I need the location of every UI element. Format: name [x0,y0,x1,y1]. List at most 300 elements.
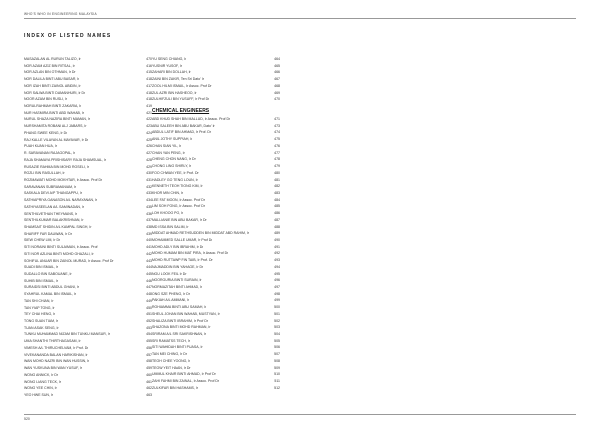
index-entry [152,177,280,184]
entry-name: RAJA SHAMAYA PRISHISARY RAJA SHAMSUAL, Ir [24,157,107,162]
index-entry [152,129,280,136]
entry-page-number: 480 [274,170,280,175]
index-entry [152,344,280,351]
entry-name: ABDUL LATIF BIN AHMAD, Ir Prof. Dr [152,130,212,135]
entry-name: PHANG SWEE KENG, Ir Dr [24,130,68,135]
entry-name: TAN SHI CHIAN, Ir [24,298,54,303]
index-entry [152,56,280,63]
index-entry [24,372,152,379]
entry-page-number: 441 [146,245,152,250]
entry-page-number: 468 [274,83,280,88]
index-entry [152,351,280,358]
entry-name: CHONG LING SHIRLY, Ir [152,164,192,169]
entry-page-number: 438 [146,224,152,229]
entry-page-number: 476 [274,143,280,148]
entry-page-number: 487 [274,217,280,222]
entry-name: NGU LOOK FEIL Ir Dr [152,271,187,276]
entry-name: NOORGURIA BINTI SURAIN, Ir [152,278,202,283]
right-index-group-top [152,56,280,103]
entry-page-number: 475 [274,137,280,142]
index-entry [152,378,280,385]
entry-name: ABU SALEEH BIN ABU BAKAR, Dato' Ir [152,123,215,128]
index-entry [24,130,152,137]
entry-name: ZAHARI BIN DOLLAH, Ir [152,70,191,75]
index-entry [24,211,152,218]
entry-name: WAN YUSKUNA BIN WAN YUSUF, Ir [24,366,82,371]
index-entry [152,69,280,76]
entry-page-number: 425 [146,137,152,142]
entry-page-number: 478 [274,157,280,162]
entry-page-number: 418 [146,97,152,102]
entry-page-number: 459 [146,366,152,371]
index-entry [24,63,152,70]
entry-name: WONG ANNICK, Ir Dr [24,372,59,377]
entry-page-number: 444 [146,265,152,270]
entry-page-number: 453 [146,325,152,330]
entry-page-number: 427 [146,151,152,156]
entry-page-number: 433 [146,191,152,196]
index-entry [24,96,152,103]
entry-name: PAKIAH A/L AMMANI, Ir [152,298,190,303]
index-entry [24,291,152,298]
entry-page-number: 486 [274,211,280,216]
index-entry [24,284,152,291]
index-entry [152,143,280,150]
entry-name: TEOH CHEE YOONG, Ir [152,358,191,363]
right-index-group-chemical [152,116,280,391]
index-entry [152,385,280,392]
entry-page-number: 470 [274,97,280,102]
entry-name: SENTHILVETHAN THEYMANS, Ir [24,211,78,216]
index-entry [24,83,152,90]
entry-page-number: 415 [146,70,152,75]
index-entry [152,63,280,70]
index-entry [152,304,280,311]
index-entry [24,137,152,144]
entry-name: ROZLI BIN RASULLAH, Ir [24,171,65,176]
entry-name: SHAMSAIT SHIDIN A/L KAMPAL SINGH, Ir [24,224,92,229]
entry-name: SHAZONA BINTI MOHD RAHMAN, Ir [152,325,211,330]
entry-page-number: 505 [274,338,280,343]
entry-name: ONG SZE PHENG, Ir Dr [152,291,190,296]
entry-name: NOR AZAM AZIZ BIN RITSAL, Ir [24,63,75,68]
entry-page-number: 508 [274,358,280,363]
entry-page-number: 467 [274,77,280,82]
entry-name: SRI RAMATSS TECH, Ir [152,338,190,343]
index-entry [24,184,152,191]
entry-name: TUNKU MUHAMMAD NIZAM BIN TUNKU MANSUR, Ir [24,332,110,337]
index-entry [24,110,152,117]
entry-name: SITI WAHIDAH BINTI PUASA, Ir [152,345,203,350]
entry-name: UMMUL KHAIR BINTI AHMAD, Ir Prof Dr [152,372,216,377]
entry-name: TEY CHAI HENG, Ir [24,312,56,317]
entry-page-number: 461 [146,379,152,384]
index-entry [152,224,280,231]
index-entry [24,157,152,164]
index-entry [152,284,280,291]
entry-page-number: 496 [274,278,280,283]
entry-page-number: 491 [274,244,280,249]
entry-page-number: 439 [146,231,152,236]
entry-name: FOO CHWAN YEE, Ir Prof. Dr [152,170,199,175]
index-entry [24,244,152,251]
entry-name: ROHIAMMA BINTI ABU SAMAH, Ir [152,305,207,310]
entry-name: SUHIB BIN ISMAIL, Ir [24,278,59,283]
entry-page-number: 504 [274,332,280,337]
entry-name: TAN YIAP TONG, Ir [24,305,55,310]
index-entry [152,297,280,304]
entry-name: KHOR MIN CHIN, Ir [152,190,184,195]
entry-name: MALLIANIE BIN ABU BAKAR, Ir Dr [152,217,207,222]
index-entry [152,264,280,271]
entry-page-number: 483 [274,190,280,195]
entry-page-number: 462 [146,386,152,391]
index-entry [24,379,152,386]
entry-page-number: 421 [146,110,152,115]
index-entry [24,103,152,110]
index-entry [152,83,280,90]
entry-name: NAJMADDIN BIN YAHAGE, Ir Dr [152,264,204,269]
entry-page-number: 489 [274,231,280,236]
entry-page-number: 473 [274,123,280,128]
entry-name: WONG LIANG TECK, Ir [24,379,62,384]
index-entry [24,305,152,312]
entry-page-number: 503 [274,325,280,330]
entry-page-number: 434 [146,198,152,203]
entry-name: NURUL SHAZA NAZIRA BINTI MAMAN, Ir [24,117,90,122]
index-entry [152,250,280,257]
entry-name: VIMESH A/L THIRUCHELVAM, Ir Prof. Dr [24,345,89,350]
entry-page-number: 479 [274,164,280,169]
entry-name: ZULKIFAR BIN HASHAMS, Ir [152,385,198,390]
entry-page-number: 445 [146,272,152,276]
entry-name: NOR SALWA BINTI DAMANHURI, Ir Dr [24,90,86,95]
entry-page-number: 447 [146,285,152,290]
index-entry [24,385,152,392]
entry-name: NOR IZAH BINTI ZAINOL ABIDIN, Ir [24,83,81,88]
entry-page-number: 443 [146,258,152,263]
index-entry [24,177,152,184]
index-entry [24,116,152,123]
index-entry [152,338,280,345]
entry-name: SATHIAPRIYA GANASON A/L NARAYANAN, Ir [24,198,98,203]
entry-page-number: 451 [146,312,152,317]
index-entry [152,90,280,97]
entry-name: TEOW YEIT HAAN, Ir Dr [152,365,191,370]
entry-name: CHENG CHON NANG, Ir Dr [152,157,196,162]
entry-name: ABD KHUD SHAH BIN MALLUD, Ir Assoc. Prof Dr [152,117,231,122]
entry-name: NOOR AZAM BIN RUSLI, Ir [24,97,68,102]
entry-page-number: 419 [146,104,152,109]
entry-name: MIDDAT AHMAD RETHSUDDEN BIN MIDDAT ABD RAHIM, Ir [152,231,249,236]
index-entry [24,251,152,258]
entry-name: LEE FAT MOON, Ir Assoc. Prof Dr [152,197,205,202]
index-entry [24,123,152,130]
index-entry [24,69,152,76]
page-number: 520 [24,417,30,421]
entry-page-number: 469 [274,90,280,95]
entry-page-number: 449 [146,298,152,303]
entry-name: TONG SUAN TIAM, Ir [24,319,59,324]
entry-page-number: 497 [274,285,280,289]
index-entry [152,358,280,365]
index-entry [24,170,152,177]
index-entry [152,257,280,264]
entry-name: YEO HWE SUN, Ir [24,392,53,397]
entry-page-number: 485 [274,204,280,209]
entry-page-number: 442 [146,251,152,256]
entry-name: UMA SHANTHI THIRTHAGASAM, Ir [24,339,81,344]
entry-name: SUADI BIN ISMAIL, Ir [24,265,59,270]
index-entry [152,210,280,217]
index-entry [24,197,152,204]
entry-name: SARAVANAN SUBRAMANIAM, Ir [24,184,77,189]
entry-page-number: 432 [146,184,152,189]
index-entry [24,271,152,278]
entry-page-number: 446 [146,278,152,283]
entry-page-number: 440 [146,238,152,243]
index-entry [152,116,280,123]
right-index-column [152,56,280,392]
index-entry [24,311,152,318]
entry-name: NORMAZITAH BINTI AHMAD, Ir [152,285,203,289]
entry-page-number: 494 [274,264,280,269]
index-entry [24,56,152,63]
left-index-column [24,56,152,399]
entry-name: ANIL JOTHY SUPPIAH, Ir [152,137,193,142]
index-entry [24,204,152,211]
entry-name: ZAHI FAHMI BIN ZAINAL, Ir Assoc. Prof Dr [152,379,220,384]
entry-name: KENNETH TEOH TIONG KIM, Ir [152,184,203,189]
entry-name: YU SENG CHIANG, Ir [152,57,187,61]
entry-page-number: 511 [274,379,280,384]
entry-page-number: 502 [274,318,280,323]
entry-name: SASKALA DEVI A/P THANGAPPU, Ir [24,191,83,196]
entry-name: SURAIDSI BINTI ABDUL GHANI, Ir [24,285,79,290]
entry-name: NUR HASMIRA BINTI ABD WAHAB, Ir [24,110,84,115]
entry-page-number: 471 [274,117,280,122]
entry-page-number: 509 [274,365,280,370]
entry-page-number: 448 [146,292,152,297]
entry-page-number: 435 [146,204,152,209]
index-entry [24,298,152,305]
entry-page-number: 418 [146,90,152,95]
index-entry [152,183,280,190]
index-entry [24,143,152,150]
entry-page-number: 490 [274,237,280,242]
entry-page-number: 498 [274,291,280,296]
index-entry [24,224,152,231]
index-entry [24,217,152,224]
index-entry [152,150,280,157]
index-entry [24,325,152,332]
index-entry [24,358,152,365]
index-entry [152,318,280,325]
entry-page-number: 450 [146,305,152,310]
entry-page-number: 430 [146,171,152,176]
entry-name: LOH KHOOO PO, Ir [152,211,184,216]
entry-name: SIEW CHEW LIM, Ir Dr [24,238,61,243]
entry-name: SHALIZA BINTI IBRAHIM, Ir Prof Dr [152,318,209,323]
index-entry [152,217,280,224]
entry-name: WAN MOHD NAZRI BIN WAN HUSSIN, Ir [24,359,90,364]
entry-name: ZUL AZRI BIN HASHEOO, Ir [152,90,197,95]
entry-name: NORULRAHMAH BINTI ZAKARIA, Ir [24,104,82,109]
entry-page-number: 424 [146,130,152,135]
entry-page-number: 422 [146,117,152,122]
entry-page-number: 501 [274,311,280,316]
entry-name: NOR AZLAN BIN OTHMAN, Ir Dr [24,70,76,75]
entry-page-number: 470 [146,57,152,61]
index-entry [152,203,280,210]
entry-name: MASAZALAN AL RURUN TALIZO, Ir [24,57,81,61]
entry-page-number: 417 [146,83,152,88]
index-entry [24,352,152,359]
index-title: INDEX OF LISTED NAMES [24,33,112,39]
entry-page-number: 460 [146,372,152,377]
entry-page-number: 418 [146,77,152,82]
entry-page-number: 463 [146,392,152,397]
entry-page-number: 457 [146,352,152,357]
entry-name: RUSAZIE RAHMA BIN MOHD ROSELI, Ir [24,164,89,169]
entry-name: SOHIFUL ANUAR BIN ZAINOL MURAD, Ir Assoc. Prof Dr [24,258,114,263]
entry-name: RAJ KALLE VILAYAN AL MAYAVAR, Ir Dr [24,137,89,142]
entry-name: SENTHILKUMAR BALAKRISHNAN, Ir [24,218,84,223]
index-entry [24,392,152,399]
entry-page-number: 477 [274,150,280,155]
entry-name: SRIRAM A/L SRI SAKRISHNAN, Ir [152,332,207,337]
entry-name: VIVEKANANDA BALAN HARIKISHAN, Ir [24,352,88,357]
entry-page-number: 488 [274,224,280,229]
entry-page-number: 512 [274,385,280,390]
entry-name: NURSHAMITA ROBANI ALJ JABARS, Ir [24,124,87,129]
entry-name: LIM SOH FONG, Ir Assoc. Prof Dr [152,204,205,209]
entry-page-number: 437 [146,218,152,223]
footer-rule [24,414,576,415]
entry-page-number: 500 [274,305,280,310]
running-header: WHO'S WHO IN ENGINEERING MALAYSIA [24,12,97,16]
index-entry [152,237,280,244]
entry-name: SATHIYASEELAN A/L SAMINADAN, Ir [24,204,85,209]
entry-name: MOHAMMED SALLE UMAR, Ir Prof Dr [152,237,213,242]
entry-page-number: 482 [274,184,280,189]
index-entry [24,278,152,285]
entry-name: SHEUL JOHAN BIN WAHAB, MUSTYAN, Ir [152,311,220,316]
entry-page-number: 506 [274,345,280,350]
index-entry [24,190,152,197]
index-entry [24,365,152,372]
entry-name: SYAHRUL KAMAL BIN ISMAIL, Ir [24,292,77,297]
entry-name: NOR DALILA BINTI ABU BASAR, Ir [24,77,80,82]
entry-page-number: 507 [274,352,280,357]
entry-page-number: 495 [274,271,280,276]
index-entry [152,371,280,378]
entry-name: CHAN YAN PENG, Ir [152,150,185,155]
entry-name: SUDALLO BIN SABOUANE, Ir [24,272,72,276]
entry-name: ZULHIFZULI BIN YUSUFF, Ir Prof Dr [152,97,210,102]
entry-page-number: 431 [146,177,152,182]
index-entry [152,324,280,331]
entry-page-number: 454 [146,332,152,337]
entry-page-number: 426 [146,144,152,149]
entry-name: ZOOL HILMI ISMAIL, Ir Assoc. Prof Dr [152,83,212,88]
header-rule [24,18,576,19]
index-entry [24,150,152,157]
entry-page-number: 466 [274,70,280,75]
index-entry [152,197,280,204]
index-entry [24,237,152,244]
index-entry [152,76,280,83]
entry-name: SITI NOR AZLINA BINTI MOHD GHAZALI, Ir [24,251,94,256]
entry-name: CHAN SIAN YIL, Ir [152,143,182,148]
entry-name: MOHD RUTTAWP FIN TAIB, Ir Prof. Dr [152,258,213,263]
entry-page-number: 429 [146,164,152,169]
entry-page-number: 423 [146,124,152,129]
index-entry [152,156,280,163]
index-entry [24,318,152,325]
entry-page-number: 474 [274,130,280,135]
entry-name: TAN MEI CHING, Ir Dr [152,352,187,357]
index-entry [24,231,152,238]
index-entry [152,163,280,170]
entry-name: YUSNIR YUSOF, Ir [152,63,182,68]
entry-page-number: 499 [274,298,280,303]
entry-name: MOHD ADLY BIN IBRAHIM, Ir Dr [152,244,204,249]
entry-name: MD ISSA BIN SALIM, Ir [152,224,189,229]
index-entry [152,244,280,251]
index-entry [152,170,280,177]
entry-name: WONG YEE CHIN, Ir [24,386,57,391]
entry-page-number: 436 [146,211,152,216]
index-entry [24,264,152,271]
index-entry [24,164,152,171]
entry-page-number: 452 [146,319,152,324]
entry-page-number: 510 [274,372,280,377]
entry-page-number: 465 [274,63,280,68]
index-entry [152,291,280,298]
entry-name: MOHD HUMAM BIN MAT PIRA, Ir Assoc. Prof Dr [152,251,229,256]
entry-name: R. SARAVANAN RAJAGOPAL, Ir [24,151,76,156]
entry-page-number: 481 [274,177,280,182]
entry-name: SHARIFF FAR DAUWAN, Ir Dr [24,231,72,236]
entry-name: PUAH KUAN HUA, Ir [24,144,57,149]
index-entry [152,331,280,338]
entry-page-number: 416 [146,63,152,68]
index-entry [24,76,152,83]
index-entry [24,258,152,265]
entry-page-number: 492 [274,251,280,256]
section-heading-chemical-engineers: CHEMICAL ENGINEERS [152,108,210,115]
entry-page-number: 464 [274,57,280,61]
entry-name: ROZMAWATI MOHD MOKHTAR, Ir Assoc. Prof Dr [24,177,103,182]
index-entry [152,123,280,130]
entry-page-number: 428 [146,157,152,162]
index-entry [152,230,280,237]
index-entry [152,96,280,103]
entry-name: ZAINI BIN ZAKIR, Ten Sri Dato' Ir [152,77,204,82]
index-entry [152,277,280,284]
index-entry [152,271,280,278]
entry-page-number: 456 [146,345,152,350]
index-entry [24,331,152,338]
index-entry [152,190,280,197]
index-entry [24,90,152,97]
index-entry [24,338,152,345]
index-entry [152,311,280,318]
entry-page-number: 484 [274,197,280,202]
entry-page-number: 493 [274,258,280,263]
entry-name: SITI NORAINI BINTI SULAIMAN, Ir Assoc. Prof [24,245,98,250]
